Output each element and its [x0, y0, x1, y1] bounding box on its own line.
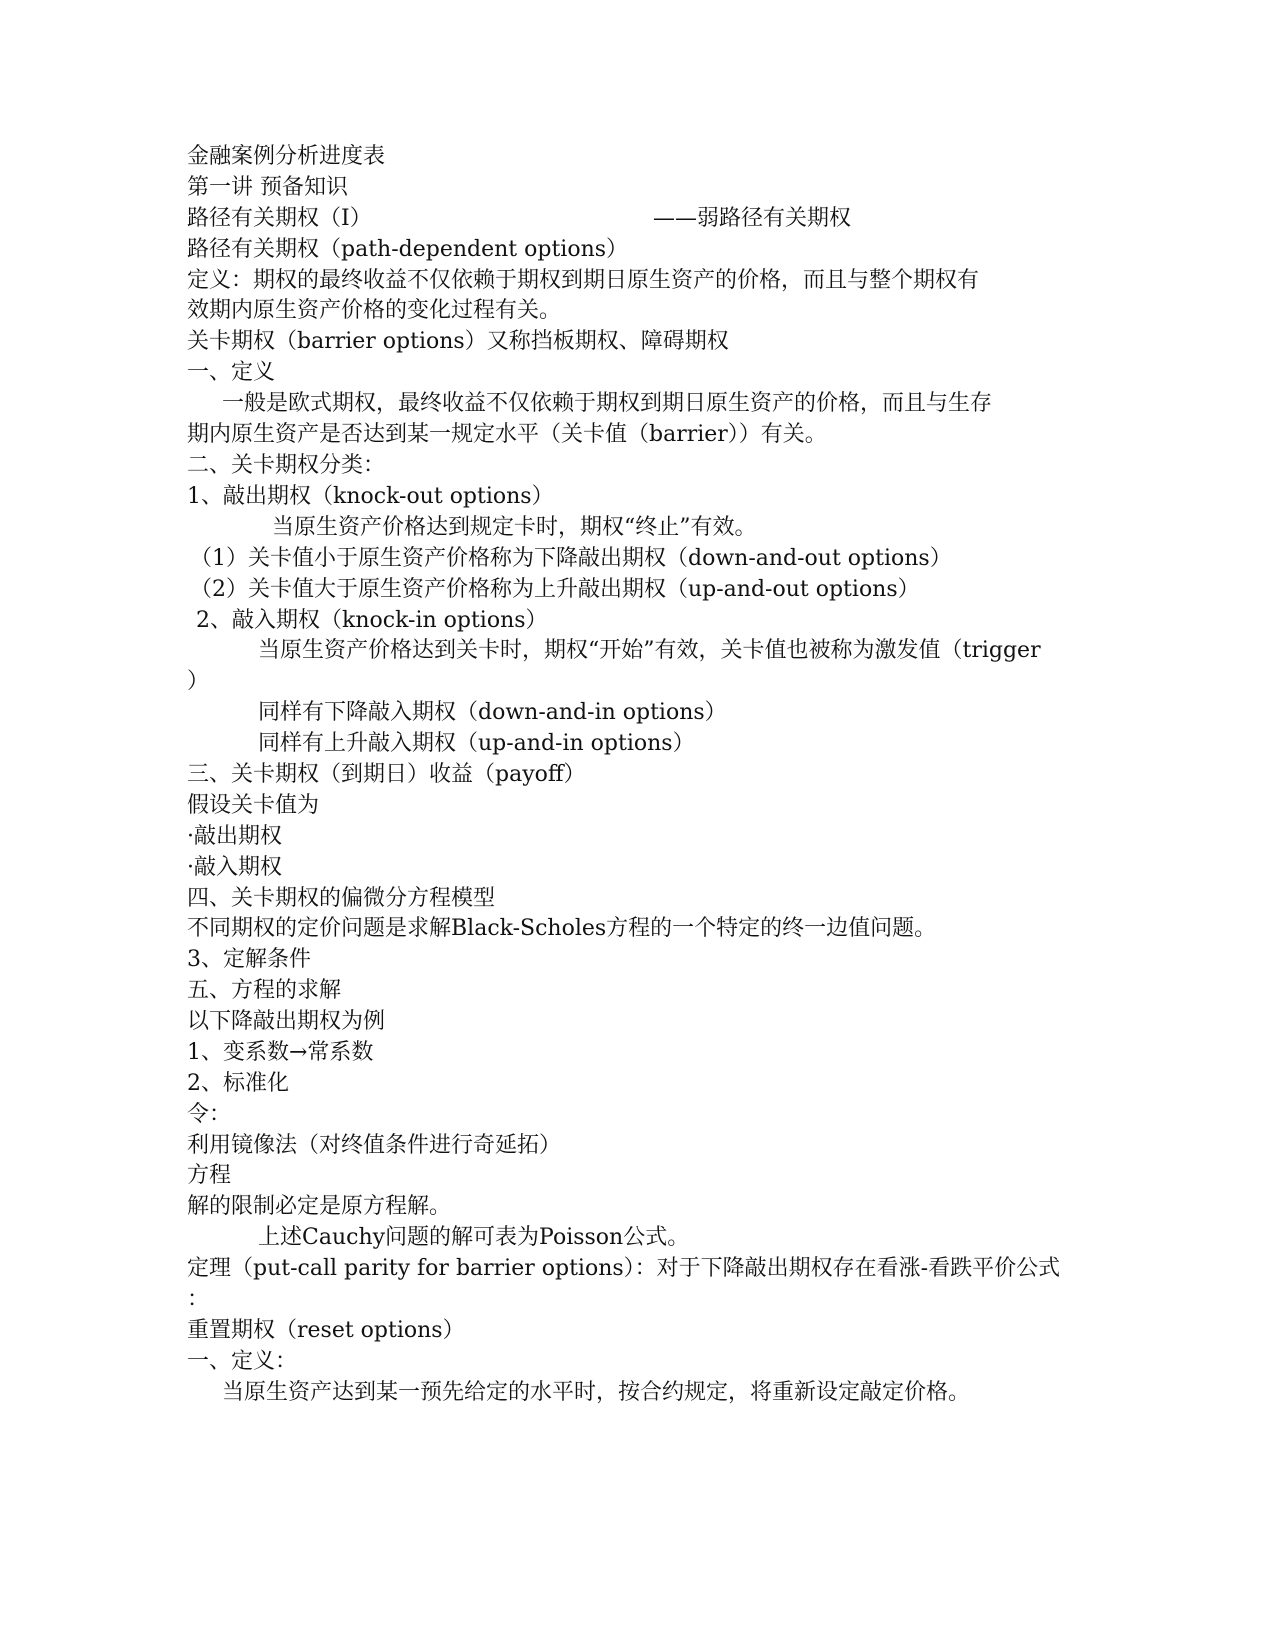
path-dependent-heading — [187, 205, 372, 233]
section-4-heading: 四、关卡期权的偏微分方程模型 — [187, 886, 496, 911]
mirror-method: 利用镜像法（对终值条件进行奇延拓） — [187, 1133, 562, 1158]
cauchy-line: 上述Cauchy问题的解可表为Poisson公式。 — [258, 1225, 690, 1250]
section-1-heading: 一、定义 — [187, 360, 276, 385]
theorem-line-1: 定理（put-call parity for barrier options）：对于下降敲出期权存在看涨-看跌平价公式 — [187, 1256, 1061, 1281]
knock-out-item-2: （2）关卡值大于原生资产价格称为上升敲出期权（up-and-out options） — [190, 577, 920, 602]
reset-definition: 当原生资产达到某一预先给定的水平时，按合约规定，将重新设定敲定价格。 — [222, 1380, 971, 1405]
section-2-heading: 二、关卡期权分类： — [187, 453, 386, 478]
restriction-line: 解的限制必定是原方程解。 — [187, 1194, 452, 1219]
theorem-line-2: ： — [187, 1287, 210, 1312]
example-line: 以下降敲出期权为例 — [187, 1009, 386, 1034]
definition-line-1: 定义：期权的最终收益不仅依赖于期权到期日原生资产的价格，而且与整个期权有 — [187, 268, 980, 293]
step-2: 2、标准化 — [187, 1071, 289, 1096]
knock-out-description: 当原生资产价格达到规定卡时，期权“终止”有效。 — [272, 515, 757, 540]
pd-options-line: 路径有关期权（path-dependent options） — [187, 237, 629, 262]
bullet-knock-in: ·敲入期权 — [187, 855, 282, 880]
heading-right: ——弱路径有关期权 — [653, 206, 852, 231]
heading-left: 路径有关期权（I） — [187, 206, 372, 231]
knock-in-description-1: 当原生资产价格达到关卡时，期权“开始”有效，关卡值也被称为激发值（trigger — [258, 638, 1041, 663]
knock-out-item-1: （1）关卡值小于原生资产价格称为下降敲出期权（down-and-out options） — [190, 546, 952, 571]
boundary-conditions: 3、定解条件 — [187, 947, 311, 972]
knock-in-heading: 2、敲入期权（knock-in options） — [196, 608, 548, 633]
definition-line-2: 效期内原生资产价格的变化过程有关。 — [187, 298, 562, 323]
reset-section-1-heading: 一、定义： — [187, 1349, 298, 1374]
knock-in-up: 同样有上升敲入期权（up-and-in options） — [258, 731, 695, 756]
assume-barrier: 假设关卡值为 — [187, 793, 320, 818]
lecture-heading: 第一讲 预备知识 — [187, 175, 348, 200]
step-1: 1、变系数→常系数 — [187, 1040, 374, 1065]
section-5-heading: 五、方程的求解 — [187, 978, 342, 1003]
section-3-heading: 三、关卡期权（到期日）收益（payoff） — [187, 762, 586, 787]
knock-in-down: 同样有下降敲入期权（down-and-in options） — [258, 700, 727, 725]
equation-label: 方程 — [187, 1163, 232, 1188]
bullet-knock-out: ·敲出期权 — [187, 824, 282, 849]
document-title: 金融案例分析进度表 — [187, 144, 386, 169]
section-1-paragraph-2: 期内原生资产是否达到某一规定水平（关卡值（barrier））有关。 — [187, 422, 827, 447]
let-line: 令： — [187, 1102, 232, 1127]
section-1-paragraph-1: 一般是欧式期权，最终收益不仅依赖于期权到期日原生资产的价格，而且与生存 — [222, 391, 993, 416]
black-scholes-line: 不同期权的定价问题是求解Black-Scholes方程的一个特定的终一边值问题。 — [187, 916, 937, 941]
knock-in-description-2: ） — [187, 669, 210, 694]
knock-out-heading: 1、敲出期权（knock-out options） — [187, 484, 554, 509]
barrier-options-title: 关卡期权（barrier options）又称挡板期权、障碍期权 — [187, 329, 729, 354]
reset-options-title: 重置期权（reset options） — [187, 1318, 465, 1343]
